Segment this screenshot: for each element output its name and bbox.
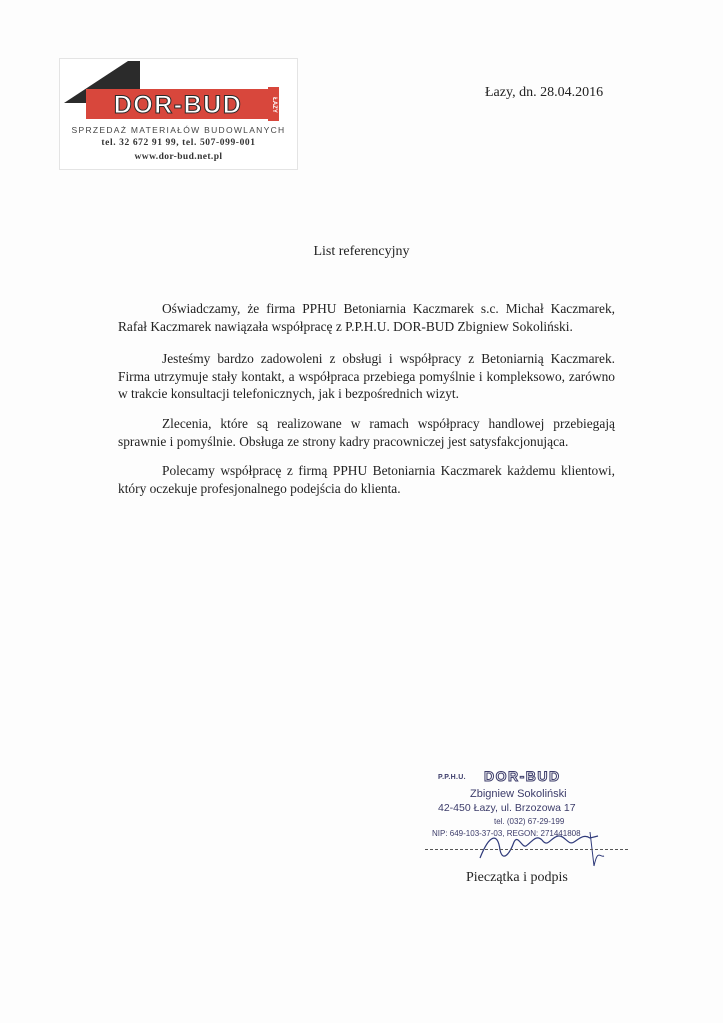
- letter-body: [118, 300, 615, 509]
- paragraph: Oświadczamy, że firma PPHU Betoniarnia Kaczmarek s.c. Michał Kaczmarek, Rafał Kaczmarek nawiązała współpracę z P.P.H.U. DOR-BUD Zbigniew Sokoliński.: [118, 301, 615, 334]
- paragraph: Polecamy współpracę z firmą PPHU Betoniarnia Kaczmarek każdemu klientowi, który oczekuje profesjonalnego podejścia do klienta.: [118, 463, 615, 496]
- signature-line: [425, 849, 628, 850]
- logo-phone-line: tel. 32 672 91 99, tel. 507-099-001: [101, 138, 256, 148]
- dor-bud-logo-graphic: [60, 59, 297, 129]
- logo-side-text: ŁAZY: [271, 97, 277, 113]
- paragraph: Zlecenia, które są realizowane w ramach współpracy handlowej przebiegają sprawnie i pomyślnie. Obsługa ze strony kadry pracowniczej jest satysfakcjonująca.: [118, 415, 615, 449]
- logo-brand-text: DOR-BUD: [113, 91, 243, 119]
- signature-label: Pieczątka i podpis: [466, 870, 568, 885]
- letter-date: Łazy, dn. 28.04.2016: [485, 85, 604, 100]
- stamp-ids: NIP: 649-103-37-03, REGON: 271441808: [432, 829, 581, 838]
- stamp-address: 42-450 Łazy, ul. Brzozowa 17: [438, 802, 576, 814]
- stamp-brand-graphic: [482, 768, 602, 784]
- stamp-prefix: P.P.H.U.: [438, 774, 466, 781]
- letter-title: List referencyjny: [313, 244, 410, 259]
- stamp-brand-text: DOR-BUD: [484, 768, 561, 784]
- logo-website: www.dor-bud.net.pl: [134, 152, 223, 162]
- paragraph: Jesteśmy bardzo zadowoleni z obsługi i współpracy z Betoniarnią Kaczmarek. Firma utrzymuje stały kontakt, a współpraca przebiega pomyślnie i kompleksowo, zarówno w trakcie konsultacji telefonicznych, jak i bezpośrednich wizyt.: [118, 351, 615, 402]
- handwritten-signature: [470, 828, 640, 868]
- stamp-owner: Zbigniew Sokoliński: [470, 788, 567, 800]
- logo-sales-line: SPRZEDAŻ MATERIAŁÓW BUDOWLANYCH: [71, 125, 286, 135]
- stamp-phone: tel. (032) 67-29-199: [494, 817, 565, 826]
- company-logo: [59, 58, 298, 170]
